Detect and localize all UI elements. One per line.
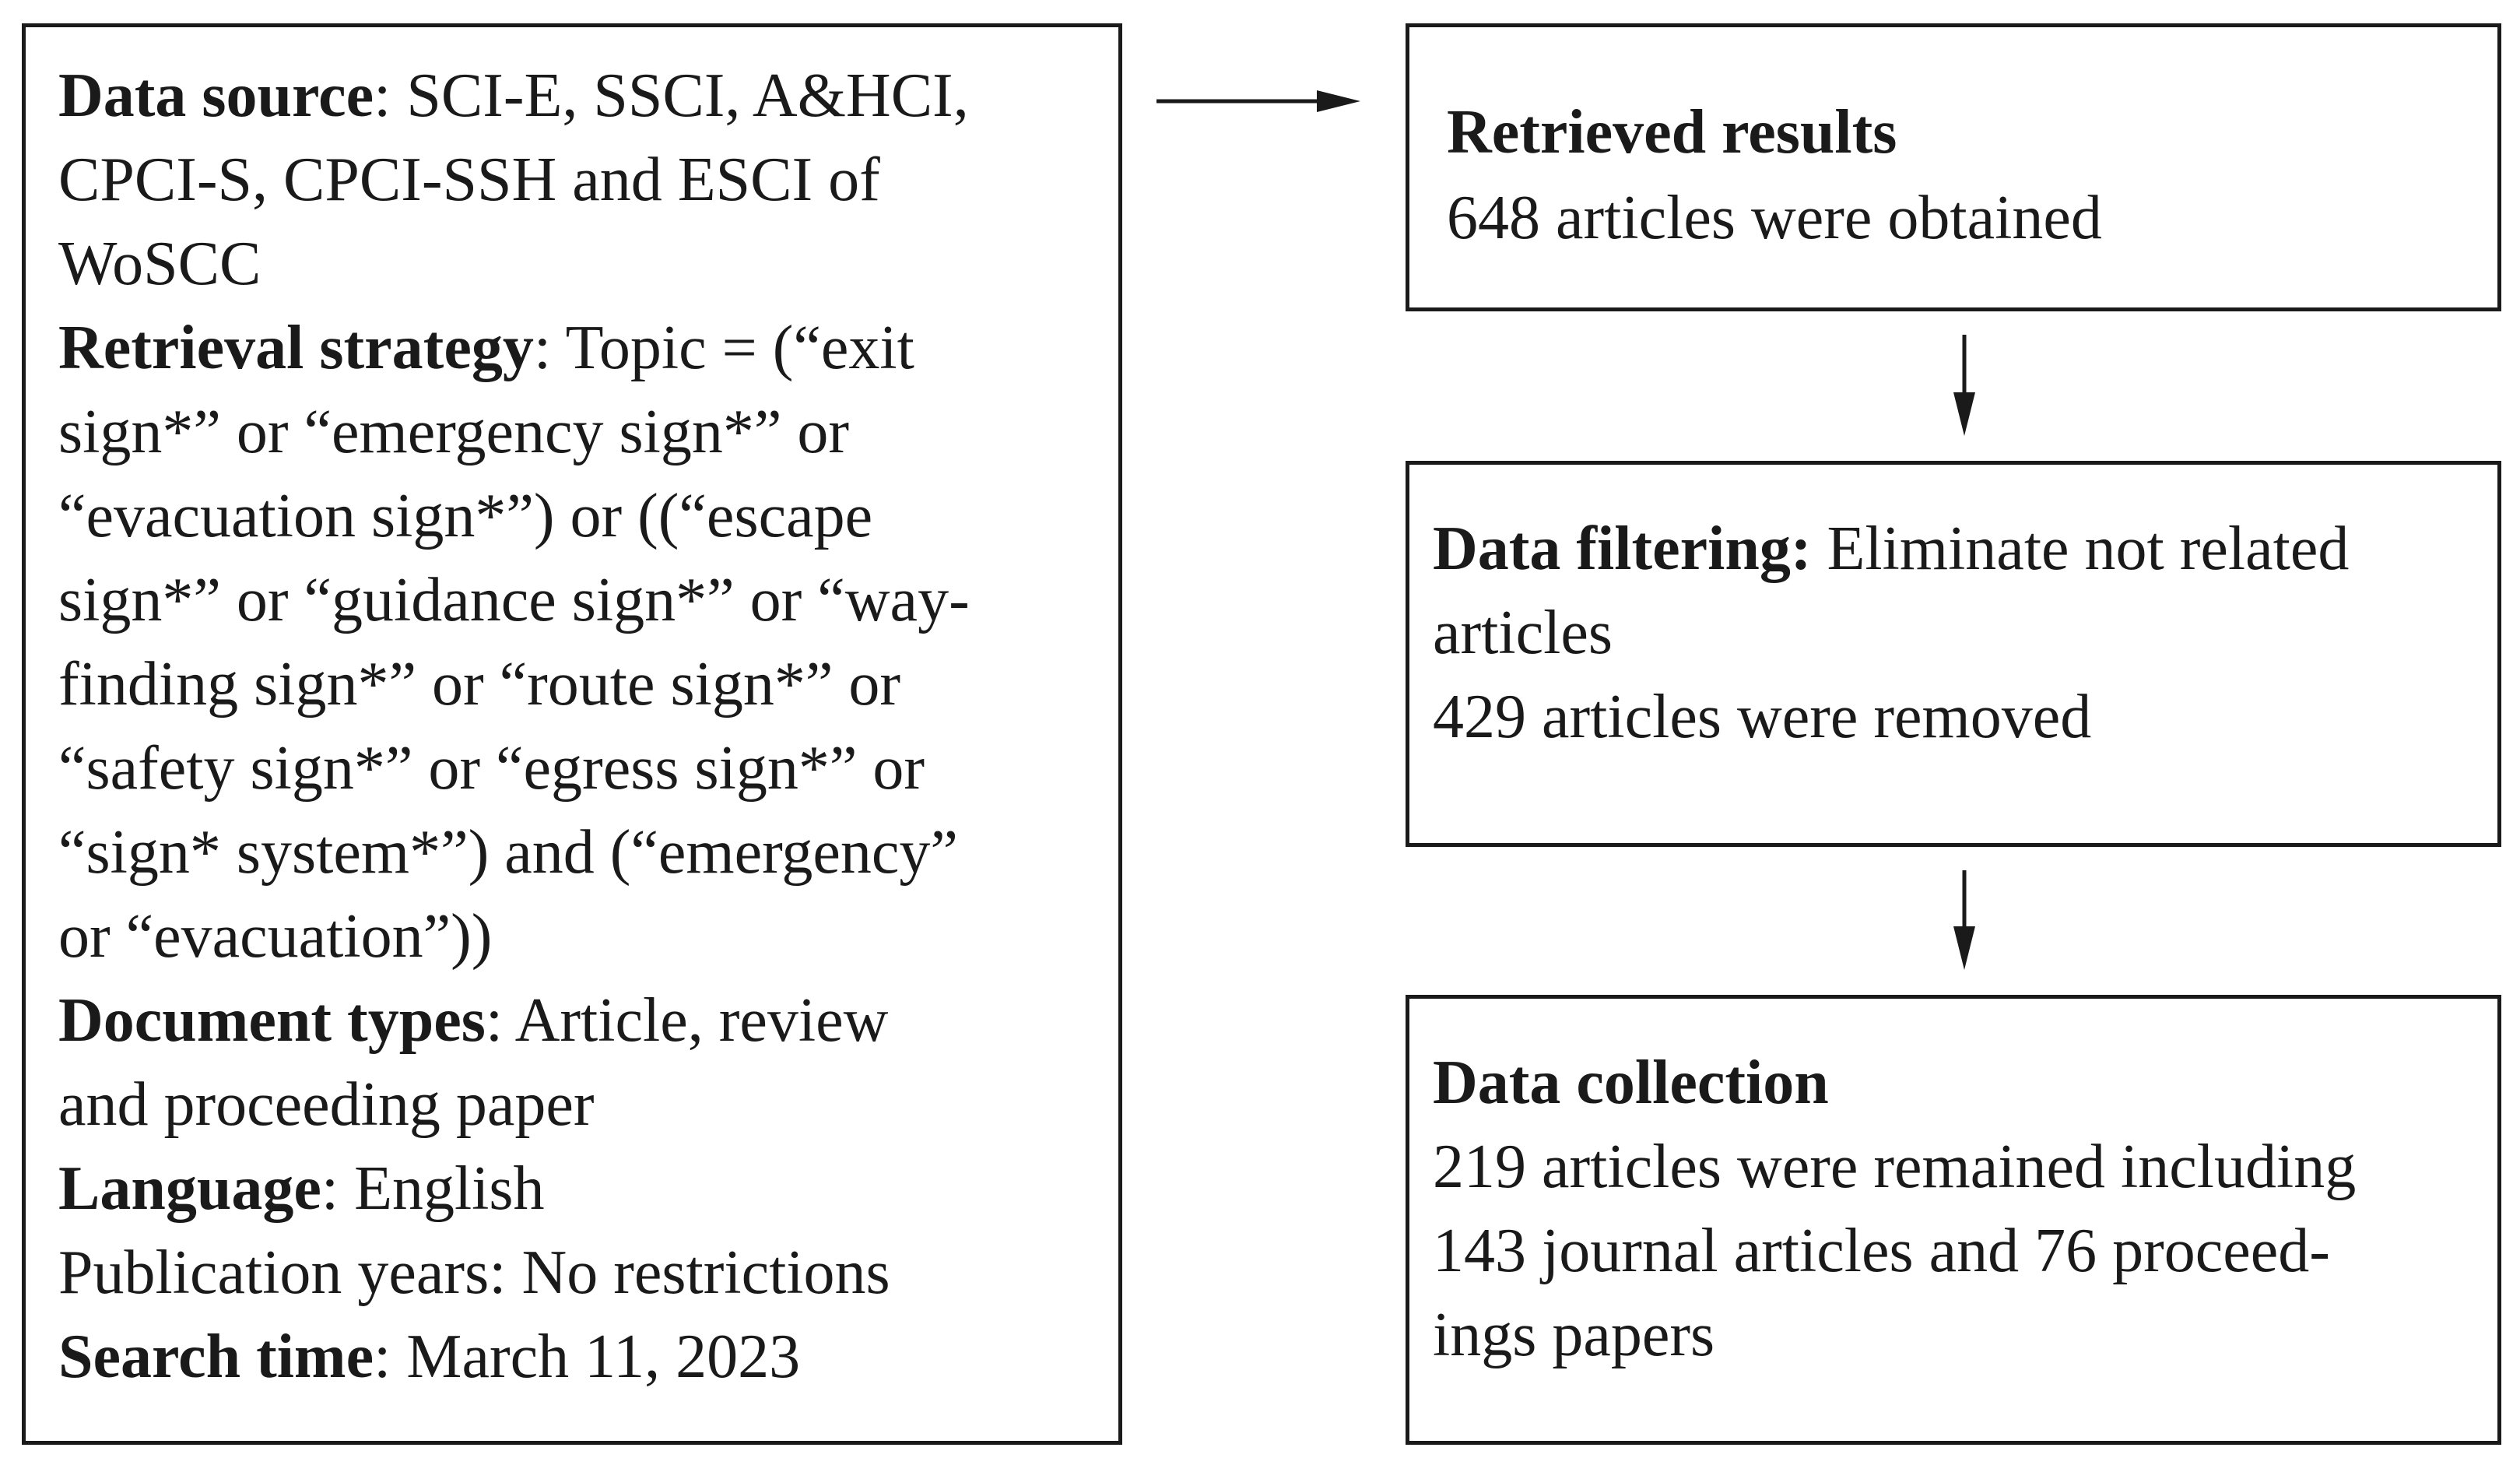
retrieval-strategy-label: Retrieval strategy xyxy=(58,314,534,382)
retrieved-results-box xyxy=(1406,23,2501,311)
data-filtering-line-3: 429 articles were removed xyxy=(1433,683,2092,751)
strategy-text-5: finding sign*” or “route sign*” or xyxy=(58,650,900,718)
doc-types-text-2: and proceeding paper xyxy=(58,1070,595,1139)
doc-types-text-1: : Article, review xyxy=(485,986,889,1055)
data-filtering-box xyxy=(1406,461,2501,847)
document-types-entry xyxy=(58,978,1087,1147)
data-filtering-title: Data filtering: xyxy=(1433,515,1812,583)
data-collection-title: Data collection xyxy=(1433,1049,1829,1117)
document-types-label: Document types xyxy=(58,986,486,1055)
data-filtering-line-2: articles xyxy=(1433,599,1613,667)
search-time-label: Search time xyxy=(58,1323,374,1391)
data-source-text-1: : SCI-E, SSCI, A&HCI, xyxy=(374,61,969,130)
retrieved-results-title: Retrieved results xyxy=(1447,98,1897,167)
data-collection-box xyxy=(1406,995,2501,1445)
strategy-text-8: or “evacuation”)) xyxy=(58,902,493,971)
publication-years-value: No restrictions xyxy=(506,1238,890,1307)
language-entry xyxy=(58,1147,1087,1231)
data-source-text-3: WoSCC xyxy=(58,230,261,298)
arrow-down-to-collection xyxy=(1953,870,1975,970)
data-source-entry xyxy=(58,54,1087,306)
search-criteria-box xyxy=(22,23,1122,1445)
search-time-value: : March 11, 2023 xyxy=(374,1323,801,1391)
publication-years-entry xyxy=(58,1231,1087,1315)
strategy-text-6: “safety sign*” or “egress sign*” or xyxy=(58,734,925,803)
search-time-entry xyxy=(58,1315,1087,1399)
strategy-text-1: : Topic = (“exit xyxy=(533,314,914,382)
language-value: : English xyxy=(321,1154,545,1223)
language-label: Language xyxy=(58,1154,321,1223)
strategy-text-2: sign*” or “emergency sign*” or xyxy=(58,398,849,466)
strategy-text-7: “sign* system*”) and (“emergency” xyxy=(58,818,958,887)
data-source-text-2: CPCI-S, CPCI-SSH and ESCI of xyxy=(58,146,880,214)
data-source-label: Data source xyxy=(58,61,374,130)
data-collection-line-1: 219 articles were remained including xyxy=(1433,1133,2357,1201)
data-filtering-title-rest: Eliminate not related xyxy=(1811,515,2350,583)
retrieved-results-text: 648 articles were obtained xyxy=(1447,184,2102,252)
arrow-down-to-filtering xyxy=(1953,335,1975,436)
data-collection-line-2: 143 journal articles and 76 proceed- xyxy=(1433,1217,2330,1285)
publication-years-label: Publication years: xyxy=(58,1238,507,1307)
strategy-text-3: “evacuation sign*”) or ((“escape xyxy=(58,482,873,550)
arrow-right-to-retrieved xyxy=(1156,90,1360,112)
data-collection-line-3: ings papers xyxy=(1433,1301,1715,1369)
strategy-text-4: sign*” or “guidance sign*” or “way- xyxy=(58,566,970,634)
retrieval-strategy-entry xyxy=(58,306,1087,978)
